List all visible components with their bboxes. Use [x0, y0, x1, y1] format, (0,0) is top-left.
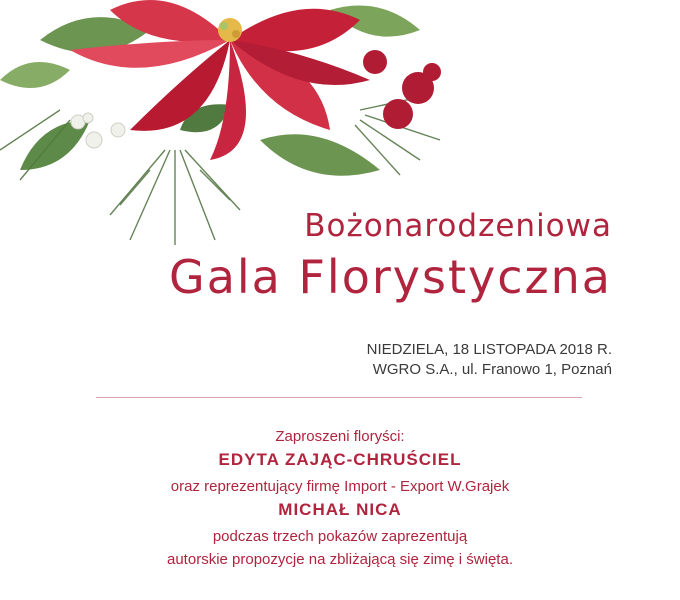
- heading-line-1: Bożonarodzeniowa: [304, 208, 612, 244]
- divider: [96, 397, 582, 398]
- event-date: NIEDZIELA, 18 LISTOPADA 2018 R.: [366, 341, 612, 358]
- description-line-1: podczas trzech pokazów zaprezentują: [212, 528, 468, 545]
- event-venue: WGRO S.A., ul. Franowo 1, Poznań: [372, 361, 612, 378]
- invitation-intro: Zaproszeni floryści:: [275, 428, 405, 445]
- heading-line-2: Gala Florystyczna: [169, 250, 612, 304]
- florist-name-2: MICHAŁ NICA: [278, 500, 402, 519]
- description-line-2: autorskie propozycje na zbliżającą się zimę i święta.: [167, 551, 513, 568]
- florist-name-1: EDYTA ZAJĄC-CHRUŚCIEL: [218, 450, 462, 469]
- company-line: oraz reprezentujący firmę Import - Export W.Grajek: [170, 478, 510, 495]
